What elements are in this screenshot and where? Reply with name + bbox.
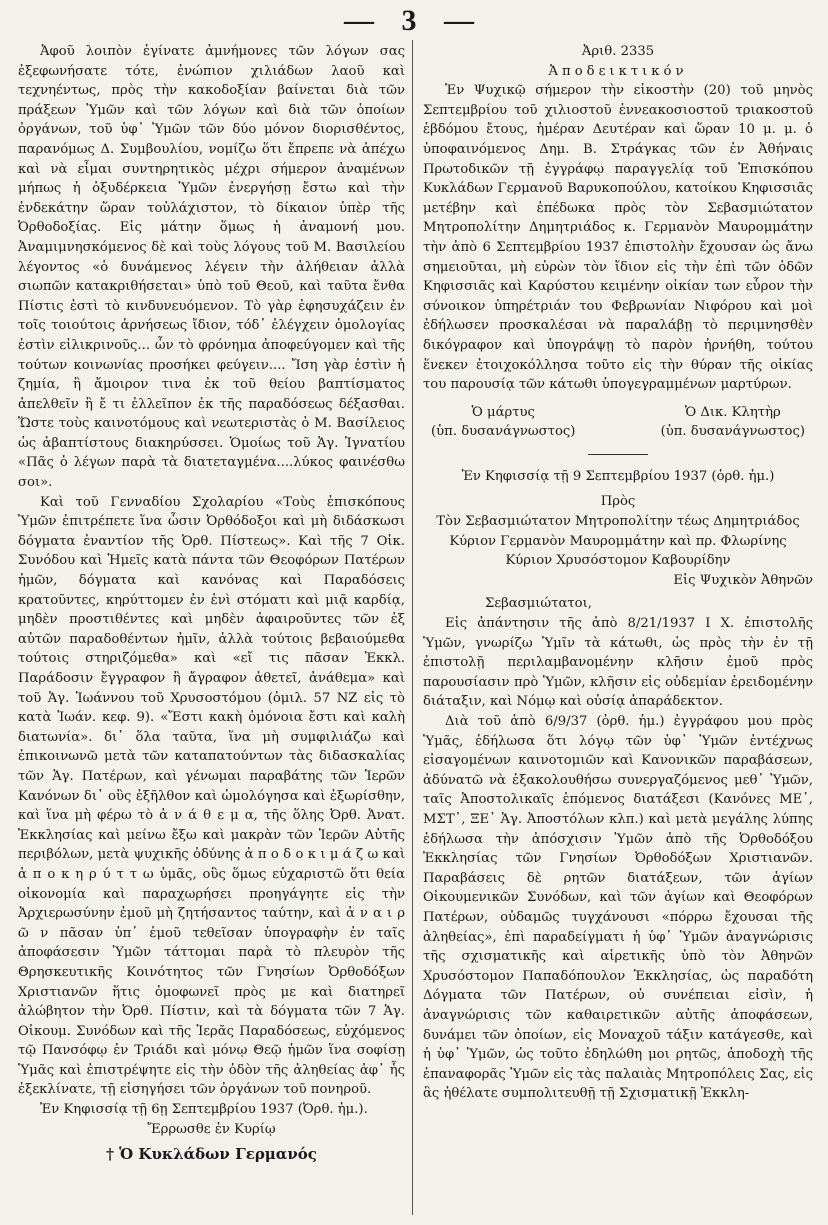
paragraph: Διὰ τοῦ ἀπὸ 6/9/37 (ὀρθ. ἡμ.) ἐγγράφου μου πρὸς Ὑμᾶς, ἐδήλωσα ὅτι λόγῳ τῶν ὑφ᾽ Ὑμῶν ἐντέχνως εἰσαγομένων καινοτομιῶν καὶ Κανονικῶν παραβάσεων, ἀδύνατῶ νὰ ἐξακολουθήσω συνεργαζόμενος μεθ᾽ Ὑμῶν, ταῖς Ἀποστολικαῖς ἑπόμενος διατάξεσι (Κανόνες ΜΕ᾽, ΜΣΤ᾽, ΞΕ᾽ Ἁγ. Ἀποστόλων κλπ.) καὶ μετὰ μεγάλης λύπης ἐδήλωσα τὴν ἀπόσχισιν Ὑμῶν ἀπὸ τῆς Ὀρθοδόξου Ἐκκλησίας τῶν Γνησίων Ὀρθοδόξων Χριστιανῶν. Παραβάσεις δὲ ρητῶν διατάξεων, τῶν ἁγίων Οἰκουμενικῶν Συνόδων, καὶ τῶν ἁγίων καὶ Θεοφόρων Πατέρων, οὐδαμῶς τυγχάνουσι «πόρρω ἔχουσαι τῆς ἀληθείας», ἐπὶ παραδείγματι ἡ ὑφ᾽ Ὑμῶν ἀναγνώρισις τῆς σχισματικῆς καὶ αἱρετικῆς ὑπὸ τὸν Ἀθηνῶν Χρυσόστομον Παπαδόπουλον Ἐκκλησίας, ὡς παραδότη Δόγματα τῶν Πατέρων, οὐ συνέπειαι εἰσὶν, ἡ ἀναγνώρισις τῶν καθαιρετικῶν αὐτῆς ἀποφάσεων, δυνάμει τῶν ὁποίων, εἰς Μοναχοῦ τάξιν κατάγεσθε, καὶ ἡ ὑφ᾽ Ὑμῶν, ὡς τοῦτο ἐδηλώθη μοι ρητῶς, ἀποδοχὴ τῆς ἐπαναφορᾶς Ὑμῶν εἰς τὰς παλαιὰς Μητροπόλεις Σας, εἰς ἃς ἠθέλατε συμπολιτευθῇ τῇ Σχισματικῇ Ἐκκλη-	[423, 714, 813, 1102]
addressee-line: Τὸν Σεβασμιώτατον Μητροπολίτην τέως Δημητριάδος	[436, 514, 800, 530]
bailiff-signature: (ὑπ. δυσανάγνωστος)	[660, 424, 805, 440]
separator	[588, 454, 648, 455]
page-number: — 3 —	[344, 4, 484, 37]
bailiff-block	[661, 403, 805, 442]
addressee-to: Πρὸς	[600, 494, 636, 510]
witness-label: Ὁ μάρτυς	[471, 404, 535, 420]
addressee-line: Κύριον Γερμανὸν Μαυρομμάτην καὶ πρ. Φλωρίνης	[449, 533, 787, 549]
paragraph: Ἀφοῦ λοιπὸν ἐγίνατε ἀμνήμονες τῶν λόγων σας ἐξεφωνήσατε τότε, ἐνώπιον χιλιάδων λαοῦ καὶ τεχνηέντως, πρὸς τὴν κακοδοξίαν βαίνεται διὰ τῶν πράξεων Ὑμῶν καὶ τῶν λόγων καὶ διὰ τῶν ὁποίων ὀργάνων, τοῦ ὑφ᾽ Ὑμῶν τῶν δύο μόνον διορισθέντος, παρανόμως Δ. Συμβουλίου, νομίζω ὅτι ἔπρεπε νὰ ἀπέχω καὶ νὰ εἶμαι συντηρητικὸς μέχρι σήμερον ἀναμένων μήπως ἡ ὀξυδέρκεια Ὑμῶν ἐνεργήσῃ ἔστω καὶ τὴν ἐνδεκάτην ὥραν τοὐλάχιστον, τὸ δίκαιον ὑπὲρ τῆς Ὀρθοδοξίας. Εἰς μάτην ὅμως ἡ ἀναμονή μου. Ἀναμιμνησκόμενος δὲ καὶ τοὺς λόγους τοῦ Μ. Βασιλείου λέγοντος «ὁ δυνάμενος λέγειν τὴν ἀλήθειαν ἀλλὰ σιωπῶν κατακριθήσεται» ὑπὸ τοῦ Θεοῦ, καὶ ταῦτα ἔνθα Πίστις ἐστὶ τὸ κινδυνευόμενον. Τὸ γὰρ ἐφησυχάζειν ἐν τοῖς τοιούτοις ἀρνήσεως ἴδιον, τόδ᾽ ἐλέγχειν ὁμολογίας ἐστὶν εἰλικρινοῦς... ὧν τὸ φρόνημα ἀποφεύγομεν καὶ τῆς τούτων κοινωνίας προσήκει φεύγειν.... Ἴση γὰρ ἐστὶν ἡ ζημία, ἢ ἄμοιρον τινα ἐκ τοῦ θείου βαπτίσματος ἀπελθεῖν ἢ ἔ τι ἐλλεῖπον ἐκ τῆς παραδόσεως δέξασθαι. Ὥστε τοὺς καινοτόμους καὶ νεωτεριστὰς ὁ Μ. Βασίλειος ὡς ἀβαπτίστους διακηρύσσει. Ὁμοίως τοῦ Ἁγ. Ἰγνατίου «Πᾶς ὁ λέγων παρὰ τὰ διατεταγμένα....λύκος φαινέσθω σοι».	[18, 44, 405, 491]
paragraph: Εἰς ἀπάντησιν τῆς ἀπὸ 8/21/1937 Ι Χ. ἐπιστολῆς Ὑμῶν, γνωρίζω Ὑμῖν τὰ κάτωθι, ὡς πρὸς τὴν ἐν τῇ ἐπιστολῇ περιλαμβανομένην κλῆσιν ἐμοῦ πρὸς παρουσίασιν πρὸ Ὑμῶν, κλῆσιν εἰς οὐδεμίαν ἐρειδομένην διάταξιν, καὶ Νόμῳ καὶ οὐσίᾳ ἀπαράδεκτον.	[423, 616, 813, 710]
document-number: Ἀριθ. 2335	[581, 44, 655, 59]
witness-signature: (ὑπ. δυσανάγνωστος)	[431, 424, 576, 440]
signatures	[423, 403, 813, 442]
salutation: Σεβασμιώτατοι,	[485, 596, 592, 612]
witness-block	[431, 403, 575, 442]
paragraph: Καὶ τοῦ Γενναδίου Σχολαρίου «Τοὺς ἐπισκόπους Ὑμῶν ἐπιτρέπετε ἵνα ὦσιν Ὀρθόδοξοι καὶ μὴ διδάσκωσι δόγματα ἐναντίον τῆς Ὀρθ. Πίστεως». Καὶ τῆς 7 Οἰκ. Συνόδου καὶ Ἡμεῖς κατὰ πάντα τῶν Θεοφόρων Πατέρων ἡμῶν, δόγματα καὶ κανόνας καὶ Παραδόσεις κρατοῦντες, κηρύττομεν ἐν ἑνὶ στόματι καὶ μιᾷ καρδίᾳ, μηδὲν προστιθέντες καὶ μηδὲν ἀφαιροῦντες τῶν ἐξ αὐτῶν παραδοθέντων ἡμῖν, ἀλλὰ τούτοις βεβαιούμεθα τούτοις στηριζόμεθα» καὶ «εἴ τις πᾶσαν Ἐκκλ. Παράδοσιν ἔγγραφον ἢ ἄγραφον ἀθετεῖ, ἀνάθεμα» καὶ τοῦ Ἁγ. Ἰωάννου τοῦ Χρυσοστόμου (ὁμιλ. 57 ΝΖ εἰς τὸ κατὰ Ἰωάν. κεφ. 9). «Ἔστι κακὴ ὁμόνοια ἔστι καὶ καλὴ διατωνία». δι᾽ ὅλα ταῦτα, ἵνα μὴ συμφιλιάζω καὶ ἐπικοινωνῶ μετὰ τῶν καταπατούντων τὰς διδασκαλίας τῶν Ἁγ. Πατέρων, καὶ γένωμαι παραβάτης τῶν Ἱερῶν Κανόνων δι᾽ οὓς ἐξῆλθον καὶ ὡμολόγησα καὶ ἐξωρίσθην, καὶ ἵνα μὴ φέρω τὸ ἀ ν ά θ ε μ α, τῆς ὅλης Ὀρθ. Ἀνατ. Ἐκκλησίας καὶ μείνω ἔξω καὶ μακρὰν τῶν Ἱερῶν Αὐτῆς περιβόλων, μετὰ ψυχικῆς ὀδύνης ἀ π ο δ ο κ ι μ ά ζ ω καὶ ἀ π ο κ η ρ ύ τ τ ω ὑμᾶς, οὓς ὅμως εὐχαριστῶ ὅτι θεία οἰκονομία καὶ παραχωρήσει προηγάγητε εἰς τὴν Ἀρχιερωσύνην ἐμοῦ μὴ ζητήσαντος ταύτην, καὶ ἀ ν α ι ρ ῶ ν πᾶσαν ὑπ᾽ ἐμοῦ τεθεῖσαν ὑπογραφὴν ἐν ταῖς ἀποφάσεσιν Ὑμῶν τάττομαι παρὰ τὸ πλευρὸν τῆς Θρησκευτικῆς Κοινότητος τῶν Γνησίων Ὀρθοδόξων Χριστιανῶν ἥτις ὁμοφωνεῖ πρὸς με καὶ διατηρεῖ ἀλώβητον τὴν Ὀρθ. Πίστιν, καὶ τὰ δόγματα τῶν 7 Ἁγ. Οἰκουμ. Συνόδων καὶ τῆς Ἱερᾶς Παραδόσεως, εὐχόμενος τῷ Πανσόφῳ ἐν Τριάδι καὶ μόνῳ Θεῷ ἡμῶν ἵνα σοφίσῃ Ὑμᾶς καὶ ἐπιστρέψητε εἰς τὴν ὁδὸν τῆς ἀληθείας ἀφ᾽ ἧς ἐξεκλίνατε, τῇ εἰσηγήσει τῶν ὀργάνων τοῦ πονηροῦ.	[18, 494, 405, 1098]
addressee-line: Κύριον Χρυσόστομον Καβουρίδην	[505, 553, 731, 569]
addressee-line: Εἰς Ψυχικὸν Ἀθηνῶν	[673, 572, 813, 588]
right-column	[423, 42, 813, 1104]
left-column	[18, 42, 405, 1165]
paragraph: Ἐν Ψυχικῷ σήμερον τὴν εἰκοστὴν (20) τοῦ μηνὸς Σεπτεμβρίου τοῦ χιλιοστοῦ ἐννεακοσιοστοῦ τριακοστοῦ ἑβδόμου ἔτους, ἡμέραν Δευτέραν καὶ ὥραν 10 μ. μ. ὁ ὑποφαινόμενος Δημ. Β. Στράγκας τῶν ἐν Ἀθήναις Πρωτοδικῶν τῇ ἐγγράφῳ παραγγελίᾳ τοῦ Ἐπισκόπου Κυκλάδων Γερμανοῦ Βαρυκοπούλου, κατοίκου Κηφισσιᾶς μετέβην καὶ ἐπέδωκα πρὸς τὸν Σεβασμιώτατον Μητροπολίτην Δημητριάδος κ. Γερμανὸν Μαυρομμάτην τὴν ἀπὸ 6 Σεπτεμβρίου 1937 ἐπιστολὴν ἔχουσαν ὡς ἄνω σημειοῦται, μὴ εὑρὼν τὸν ἴδιον εἰς τὴν ἐπὶ τῶν ὁδῶν Κηφισσιᾶς καὶ Καρύστου κειμένην οἰκίαν των εὗρον τὴν σύνοικον ὑπηρέτριάν του Φεβρωνίαν Νιφόρου καὶ μοὶ ἐδήλωσεν προσκαλέσαι νὰ παραλάβῃ τὸ περιμνησθὲν δικόγραφον καὶ ὑπογράψῃ τὸ παρὸν ἠρνήθη, τούτου ἕνεκεν ἐτοιχοκόλλησα τοῦτο εἰς τὴν θύραν τῆς οἰκίας του παρουσίᾳ τῶν κάτωθι ὑπογεγραμμένων μαρτύρων.	[423, 83, 813, 393]
bailiff-label: Ὁ Δικ. Κλητὴρ	[684, 404, 781, 420]
dateline: Ἐν Κηφισσίᾳ τῇ 9 Σεπτεμβρίου 1937 (ὀρθ. ἡμ.)	[461, 468, 775, 484]
closing-salutation: Ἔρρωσθε ἐν Κυρίῳ	[147, 1121, 276, 1137]
signature: † Ὁ Κυκλάδων Γερμανός	[106, 1145, 317, 1164]
section-heading: Ἀποδεικτικόν	[548, 63, 688, 79]
column-divider	[412, 40, 413, 1215]
dateline: Ἐν Κηφισσίᾳ τῇ 6ῃ Σεπτεμβρίου 1937 (Ὀρθ. ἡμ.).	[40, 1102, 368, 1118]
